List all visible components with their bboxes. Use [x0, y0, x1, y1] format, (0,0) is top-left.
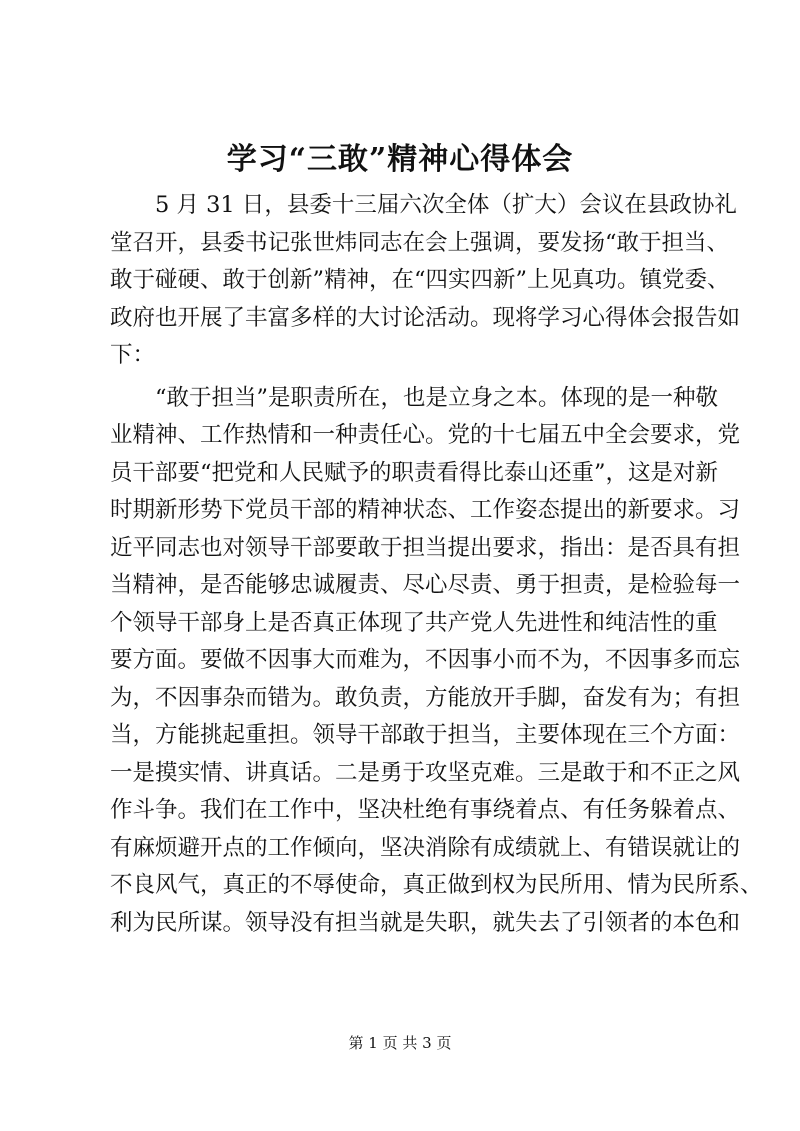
paragraph-1 [110, 187, 741, 375]
text-line: 政府也开展了丰富多样的大讨论活动。现将学习心得体会报告如 [110, 304, 741, 331]
text-line: “敢于担当”是职责所在，也是立身之本。体现的是一种敬 [155, 384, 719, 411]
text-line: 为，不因事杂而错为。敢负责，方能放开手脚，奋发有为；有担 [110, 684, 741, 711]
text-line: 当精神，是否能够忠诚履责、尽心尽责、勇于担责，是检验每一 [110, 572, 741, 598]
text-line: 有麻烦避开点的工作倾向，坚决消除有成绩就上、有错误就让的 [110, 834, 741, 861]
text-line: 作斗争。我们在工作中，坚决杜绝有事绕着点、有任务躲着点、 [110, 797, 741, 823]
text-line: 不良风气，真正的不辱使命，真正做到权为民所用、情为民所系、 [110, 872, 763, 898]
text-line: 利为民所谋。领导没有担当就是失职，就失去了引领者的本色和 [110, 909, 741, 936]
text-line: 业精神、工作热情和一种责任心。党的十七届五中全会要求，党 [110, 422, 741, 448]
page-footer: 第 1 页 共 3 页 [348, 1034, 452, 1052]
paragraph-2 [110, 380, 763, 943]
text-line: 5 月 31 日，县委十三届六次全体（扩大）会议在县政协礼 [155, 192, 737, 218]
text-line: 时期新形势下党员干部的精神状态、工作姿态提出的新要求。习 [110, 497, 741, 523]
text-line: 员干部要“把党和人民赋予的职责看得比泰山还重”，这是对新 [110, 459, 719, 486]
text-line: 近平同志也对领导干部要敢于担当提出要求，指出：是否具有担 [110, 534, 741, 561]
text-line: 当，方能挑起重担。领导干部敢于担当，主要体现在三个方面： [110, 722, 741, 748]
text-line: 堂召开，县委书记张世炜同志在会上强调，要发扬“敢于担当、 [110, 229, 730, 256]
text-line: 敢于碰硬、敢于创新”精神，在“四实四新”上见真功。镇党委、 [110, 267, 730, 293]
text-line: 要方面。要做不因事大而难为，不因事小而不为，不因事多而忘 [110, 647, 741, 673]
document-title: 学习“三敢”精神心得体会 [226, 142, 574, 177]
text-line: 一是摸实情、讲真话。二是勇于攻坚克难。三是敢于和不正之风 [110, 759, 741, 786]
text-line: 下： [110, 342, 156, 368]
document-body [110, 187, 763, 942]
text-line: 个领导干部身上是否真正体现了共产党人先进性和纯洁性的重 [110, 609, 718, 636]
